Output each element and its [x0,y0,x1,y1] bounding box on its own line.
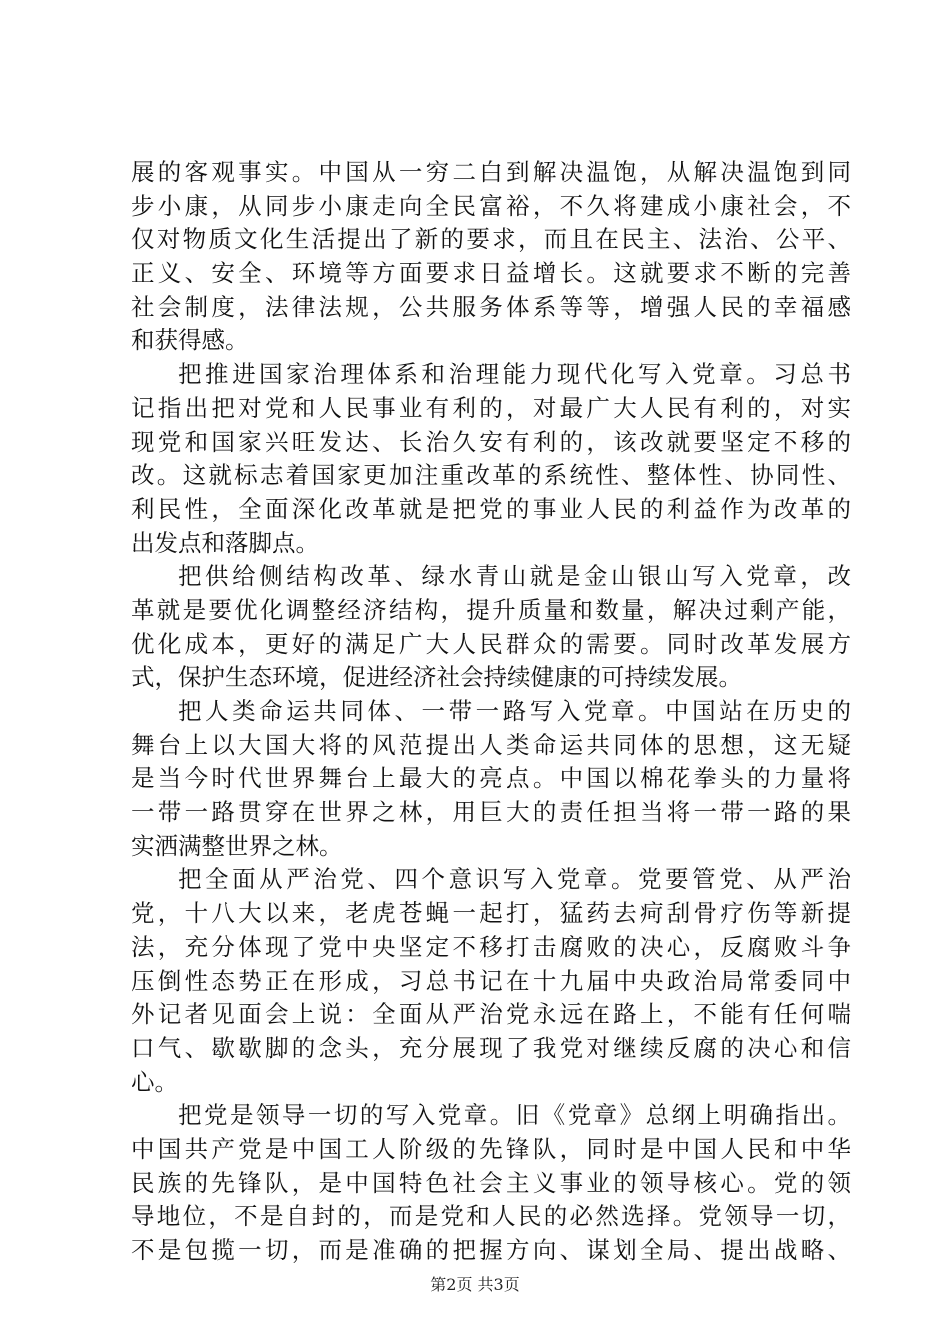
text-line: 出发点和落脚点。 [131,528,319,557]
text-line: 外记者见面会上说：全面从严治党永远在路上，不能有任何喘 [131,1000,851,1029]
text-line: 压倒性态势正在形成，习总书记在十九届中央政治局常委同中 [131,966,851,995]
text-line: 不是包揽一切，而是准确的把握方向、谋划全局、提出战略、 [131,1236,851,1264]
text-line: 记指出把对党和人民事业有利的，对最广大人民有利的，对实 [131,393,851,422]
text-line: 正义、安全、环境等方面要求日益增长。这就要求不断的完善 [131,259,851,288]
text-line: 中国共产党是中国工人阶级的先锋队，同时是中国人民和中华 [131,1134,851,1163]
text-line: 现党和国家兴旺发达、长治久安有利的，该改就要坚定不移的 [131,427,851,456]
text-line: 导地位，不是自封的，而是党和人民的必然选择。党领导一切， [131,1202,851,1231]
text-line: 把供给侧结构改革、绿水青山就是金山银山写入党章，改 [178,562,851,591]
text-line: 法，充分体现了党中央坚定不移打击腐败的决心，反腐败斗争 [131,932,851,961]
text-line: 心。 [131,1067,178,1096]
text-line: 把全面从严治党、四个意识写入党章。党要管党、从严治 [178,865,851,894]
text-line: 优化成本，更好的满足广大人民群众的需要。同时改革发展方 [131,629,851,658]
text-line: 把人类命运共同体、一带一路写入党章。中国站在历史的 [178,697,851,725]
text-line: 展的客观事实。中国从一穷二白到解决温饱，从解决温饱到同 [131,158,851,186]
text-line: 式，保护生态环境，促进经济社会持续健康的可持续发展。 [131,663,742,692]
text-line: 实洒满整世界之林。 [131,831,343,860]
text-line: 社会制度，法律法规，公共服务体系等等，增强人民的幸福感 [131,292,851,321]
text-line: 步小康，从同步小康走向全民富裕，不久将建成小康社会，不 [131,191,851,220]
text-line: 把推进国家治理体系和治理能力现代化写入党章。习总书 [178,360,851,389]
text-line: 民族的先锋队，是中国特色社会主义事业的领导核心。党的领 [131,1168,851,1197]
text-line: 改。这就标志着国家更加注重改革的系统性、整体性、协同性、 [131,461,851,490]
text-line: 是当今时代世界舞台上最大的亮点。中国以棉花拳头的力量将 [131,764,851,793]
text-line: 利民性，全面深化改革就是把党的事业人民的利益作为改革的 [131,494,851,523]
text-line: 和获得感。 [131,326,249,355]
text-line: 仅对物质文化生活提出了新的要求，而且在民主、法治、公平、 [131,225,851,254]
text-line: 一带一路贯穿在世界之林，用巨大的责任担当将一带一路的果 [131,798,851,827]
body-text [131,156,851,1268]
text-line: 舞台上以大国大将的风范提出人类命运共同体的思想，这无疑 [131,730,851,759]
page-footer: 第2页 共3页 [430,1275,520,1294]
text-line: 口气、歇歇脚的念头，充分展现了我党对继续反腐的决心和信 [131,1033,851,1062]
text-line: 革就是要优化调整经济结构，提升质量和数量，解决过剩产能， [131,595,851,624]
text-line: 党，十八大以来，老虎苍蝇一起打，猛药去疴刮骨疗伤等新提 [131,899,851,928]
text-line: 把党是领导一切的写入党章。旧《党章》总纲上明确指出。 [178,1101,851,1130]
